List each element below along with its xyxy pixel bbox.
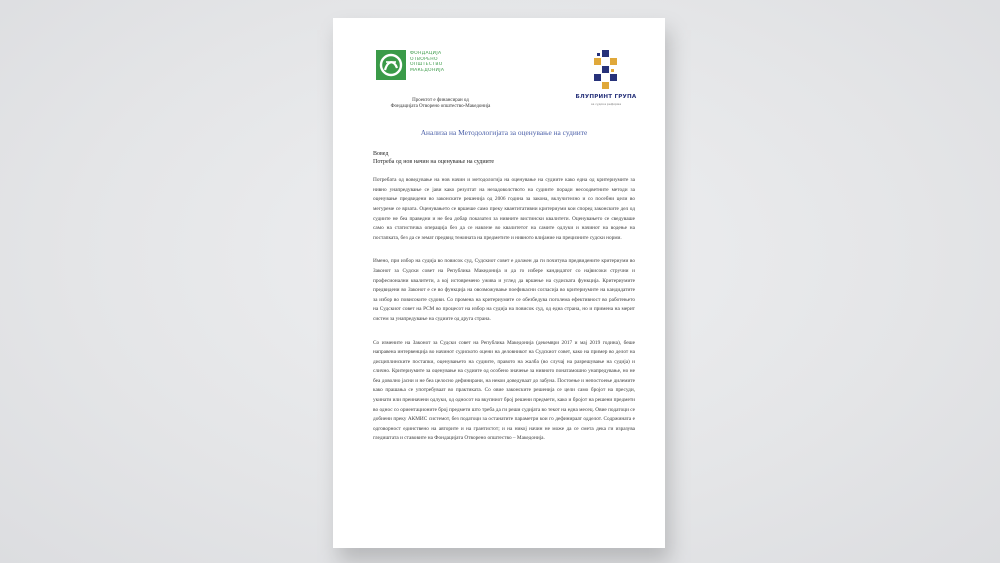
blueprint-group-logo: [575, 46, 637, 110]
project-note-line: Проектот е финансиран од: [412, 98, 469, 103]
body-paragraph: Потребата од воведување на нов начин и методологија на оценување на судиите како една од критериумите за нивно унапредување се јави како резултат на незадоволството на судиите поради несоодветните методи за оценување предвидени во законските решенија од 2006 година за закона, вклучително и со посебни цели во мегуреме се врзата. Оценувањето се вршеше само преку квантитативни критериуми кои според законските дел од судиите не беа праведни и не беа добар показател за нивните вистински квалитети. Оценувањето се сведуваше само на статистичка операција без да се навлезе во квалитетот на самите одлуки и начинот на водење на постапката, без да се земат предвид тежината на предметите и нивното влијание на прецизните судски норми.: [373, 177, 635, 241]
document-title: Анализа на Методологијата за оценување на судиите: [420, 128, 588, 137]
project-note-line: Фондацијата Отворено општество-Македонија: [390, 104, 491, 109]
foundation-logo-line: ОТВОРЕНО: [410, 56, 438, 62]
body-paragraph: Со измените на Законот за Судски совет на Република Македонија (декември 2017 и мај 2019 година), беше направена интервенција во начинот судиското оцени на деловникот на Судскиот совет, како на пример во делот на дисциплинските постапки, оценувањето на судиите, правото на жалба (во случај на разрешување на судија) и слично. Критериумите за оценување на судиите од особено значење за нивното понатамошно унапредување, но не беа доволно јасни и не беа целосно дефинирани, на некои доведуваат до забуна. Постоење и непостоење дилемите како прашања се употребуваат во практиката. Со овие законските решенија се цели само бројот на пресуди, укинати или преиначени одлуки, од односот на вкупниот број решени предмети, како и бројот на решени предмети во однос со ориентационите број предмети што треба да ги реши судијата во текот на една месец. Овие податоци се добиени преку АКМИС системот, без податоци за останатите параметри кои го дефинираат одделот. Содржината е одговорност единствено на авторите и на грантистот; и на никој начин не може да се смета дека ги изразува гледиштата и ставовите на Фондацијата Отворено општество – Македонија.: [373, 339, 635, 442]
foundation-logo-text: [410, 51, 486, 73]
section-subtitle: Потреба од нов начин на оценување на судиите: [373, 158, 495, 165]
blueprint-group-tagline: за судска реформа: [590, 102, 622, 106]
section-heading: [373, 151, 635, 166]
section-label: Вовед: [373, 151, 389, 157]
blueprint-group-name: БЛУПРИНТ ГРУПА: [575, 94, 637, 100]
project-funding-note: [373, 98, 508, 110]
foundation-logo-line: ФОНДАЦИЈА: [410, 51, 442, 56]
body-paragraph: Имено, при избор на судија во повисок суд, Судскиот совет е должен да ги почитува предвидените критериуми во Законот за Судски совет на Република Македонија и да го избере кандидатот со највисоки стручни и професионални квалитети, а кој истовремено ужива и углед да вршење на судиската функција. Критериумите предвидени во Законот е се во функција на овозможување поефикасни согласија во критериумите на кандидатите за избор во повисоките судови. Со промена на критериумите се обезбедува поголема ефективност во работењето на Судскиот совет на РСМ во процесот на избор на судија на повисок суд, од една страна, но и примена на мерит систем за унапредување на судиите од друга страна.: [373, 258, 635, 322]
document-page: [333, 18, 665, 548]
foundation-logo: [376, 50, 486, 90]
blueprint-group-emblem-icon: [575, 46, 637, 92]
foundation-logo-line: ОПШТЕСТВО: [410, 62, 443, 68]
foundation-logo-line: МАКЕДОНИЈА: [410, 67, 445, 73]
foundation-logo-mark-icon: [376, 50, 406, 80]
document-header: [373, 42, 635, 122]
